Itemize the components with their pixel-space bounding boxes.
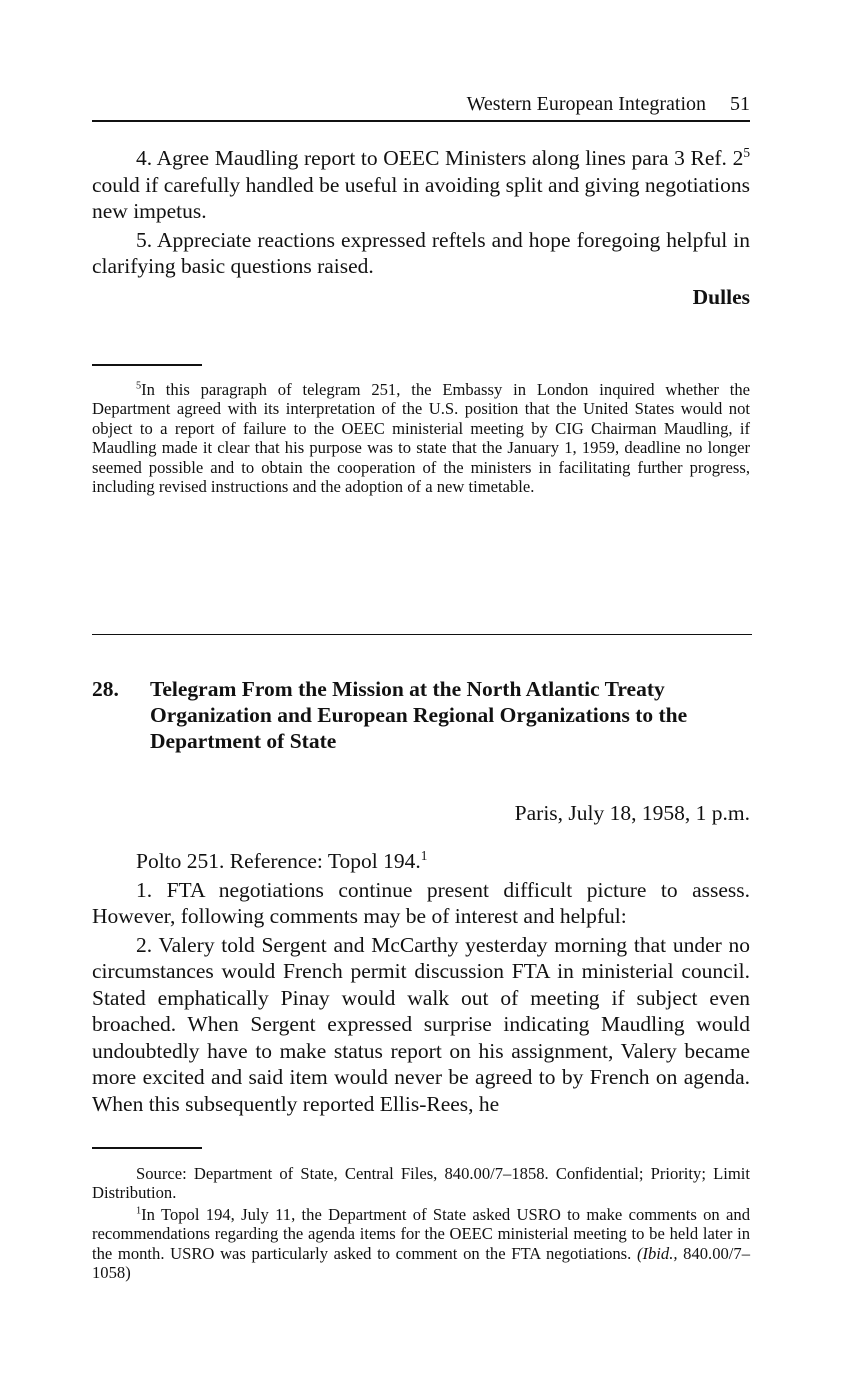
- telegram-28-body: [92, 848, 750, 1117]
- footnote-rule-2: [92, 1147, 202, 1149]
- footnote-1-citation-italic: (Ibid.,: [636, 1243, 678, 1263]
- footnote-rule: [92, 364, 202, 366]
- document-title: Telegram From the Mission at the North Atlantic Treaty Organization and European Regional Organizations to the Department of State: [150, 677, 688, 753]
- source-note: Source: Department of State, Central Files, 840.00/7–1858. Confidential; Priority; Limit Distribution.: [92, 1164, 750, 1203]
- intro-text: Polto 251. Reference: Topol 194.: [136, 849, 421, 873]
- footnotes-28: [92, 1164, 750, 1282]
- paragraph-4: [92, 145, 750, 225]
- footnote-1-marker: 1: [136, 1205, 142, 1217]
- document-heading: [92, 676, 752, 754]
- paragraph-5: 5. Appreciate reactions expressed reftels and hope foregoing helpful in clarifying basic questions raised.: [92, 227, 750, 278]
- footnote-1-citation: 840.00/7–1058): [92, 1243, 750, 1283]
- document-number: 28.: [92, 677, 119, 701]
- paragraph-4-text: 4. Agree Maudling report to OEEC Ministers along lines para 3 Ref. 2: [136, 146, 744, 170]
- running-header: [92, 92, 750, 122]
- footnote-5-marker: 5: [136, 380, 142, 392]
- footnote-5-text: [92, 380, 750, 496]
- page-number: 51: [730, 93, 750, 115]
- paragraph-2: 2. Valery told Sergent and McCarthy yesterday morning that under no circumstances would French permit discussion FTA in ministerial council. Stated emphatically Pinay would walk out of meeting if subject even broached. When Sergent expressed surprise indicating Maudling would undoubtedly have to make status report on his assignment, Valery became more excited and said item would never be agreed to by French on agenda. When this subsequently reported Ellis-Rees, he: [92, 932, 750, 1116]
- paragraph-4-rest: could if carefully handled be useful in avoiding split and giving negotiations new impetus.: [92, 172, 750, 223]
- footnote-1: [92, 1205, 750, 1283]
- footnote-5: [92, 380, 750, 496]
- telegram-27-ending: [92, 145, 750, 310]
- footnote-ref-1: 1: [420, 847, 428, 863]
- document-separator: [92, 634, 752, 635]
- footnote-ref-5: 5: [743, 144, 750, 160]
- footnote-1-body: In Topol 194, July 11, the Department of State asked USRO to make comments on and recommendations regarding the agenda items for the OEEC ministerial meeting to be held later in the month. USRO was particularly asked to comment on the FTA negotiations.: [92, 1204, 750, 1263]
- running-title: Western European Integration: [466, 93, 706, 115]
- footnote-5-body: In this paragraph of telegram 251, the Embassy in London inquired whether the Department agreed with its interpretation of the U.S. position that the United States would not object to a report of failure to the OEEC ministerial meeting by CIG Chairman Maudling, if Maudling made it clear that his purpose was to state that the January 1, 1959, deadline no longer seemed possible and to obtain the cooperation of the ministers in facilitating further progress, including revised instructions and the adoption of a new timetable.: [92, 380, 750, 497]
- intro-line: [92, 848, 750, 875]
- signature: Dulles: [692, 284, 750, 309]
- paragraph-1: 1. FTA negotiations continue present difficult picture to assess. However, following comments may be of interest and helpful:: [92, 877, 750, 928]
- dateline: Paris, July 18, 1958, 1 p.m.: [514, 801, 750, 825]
